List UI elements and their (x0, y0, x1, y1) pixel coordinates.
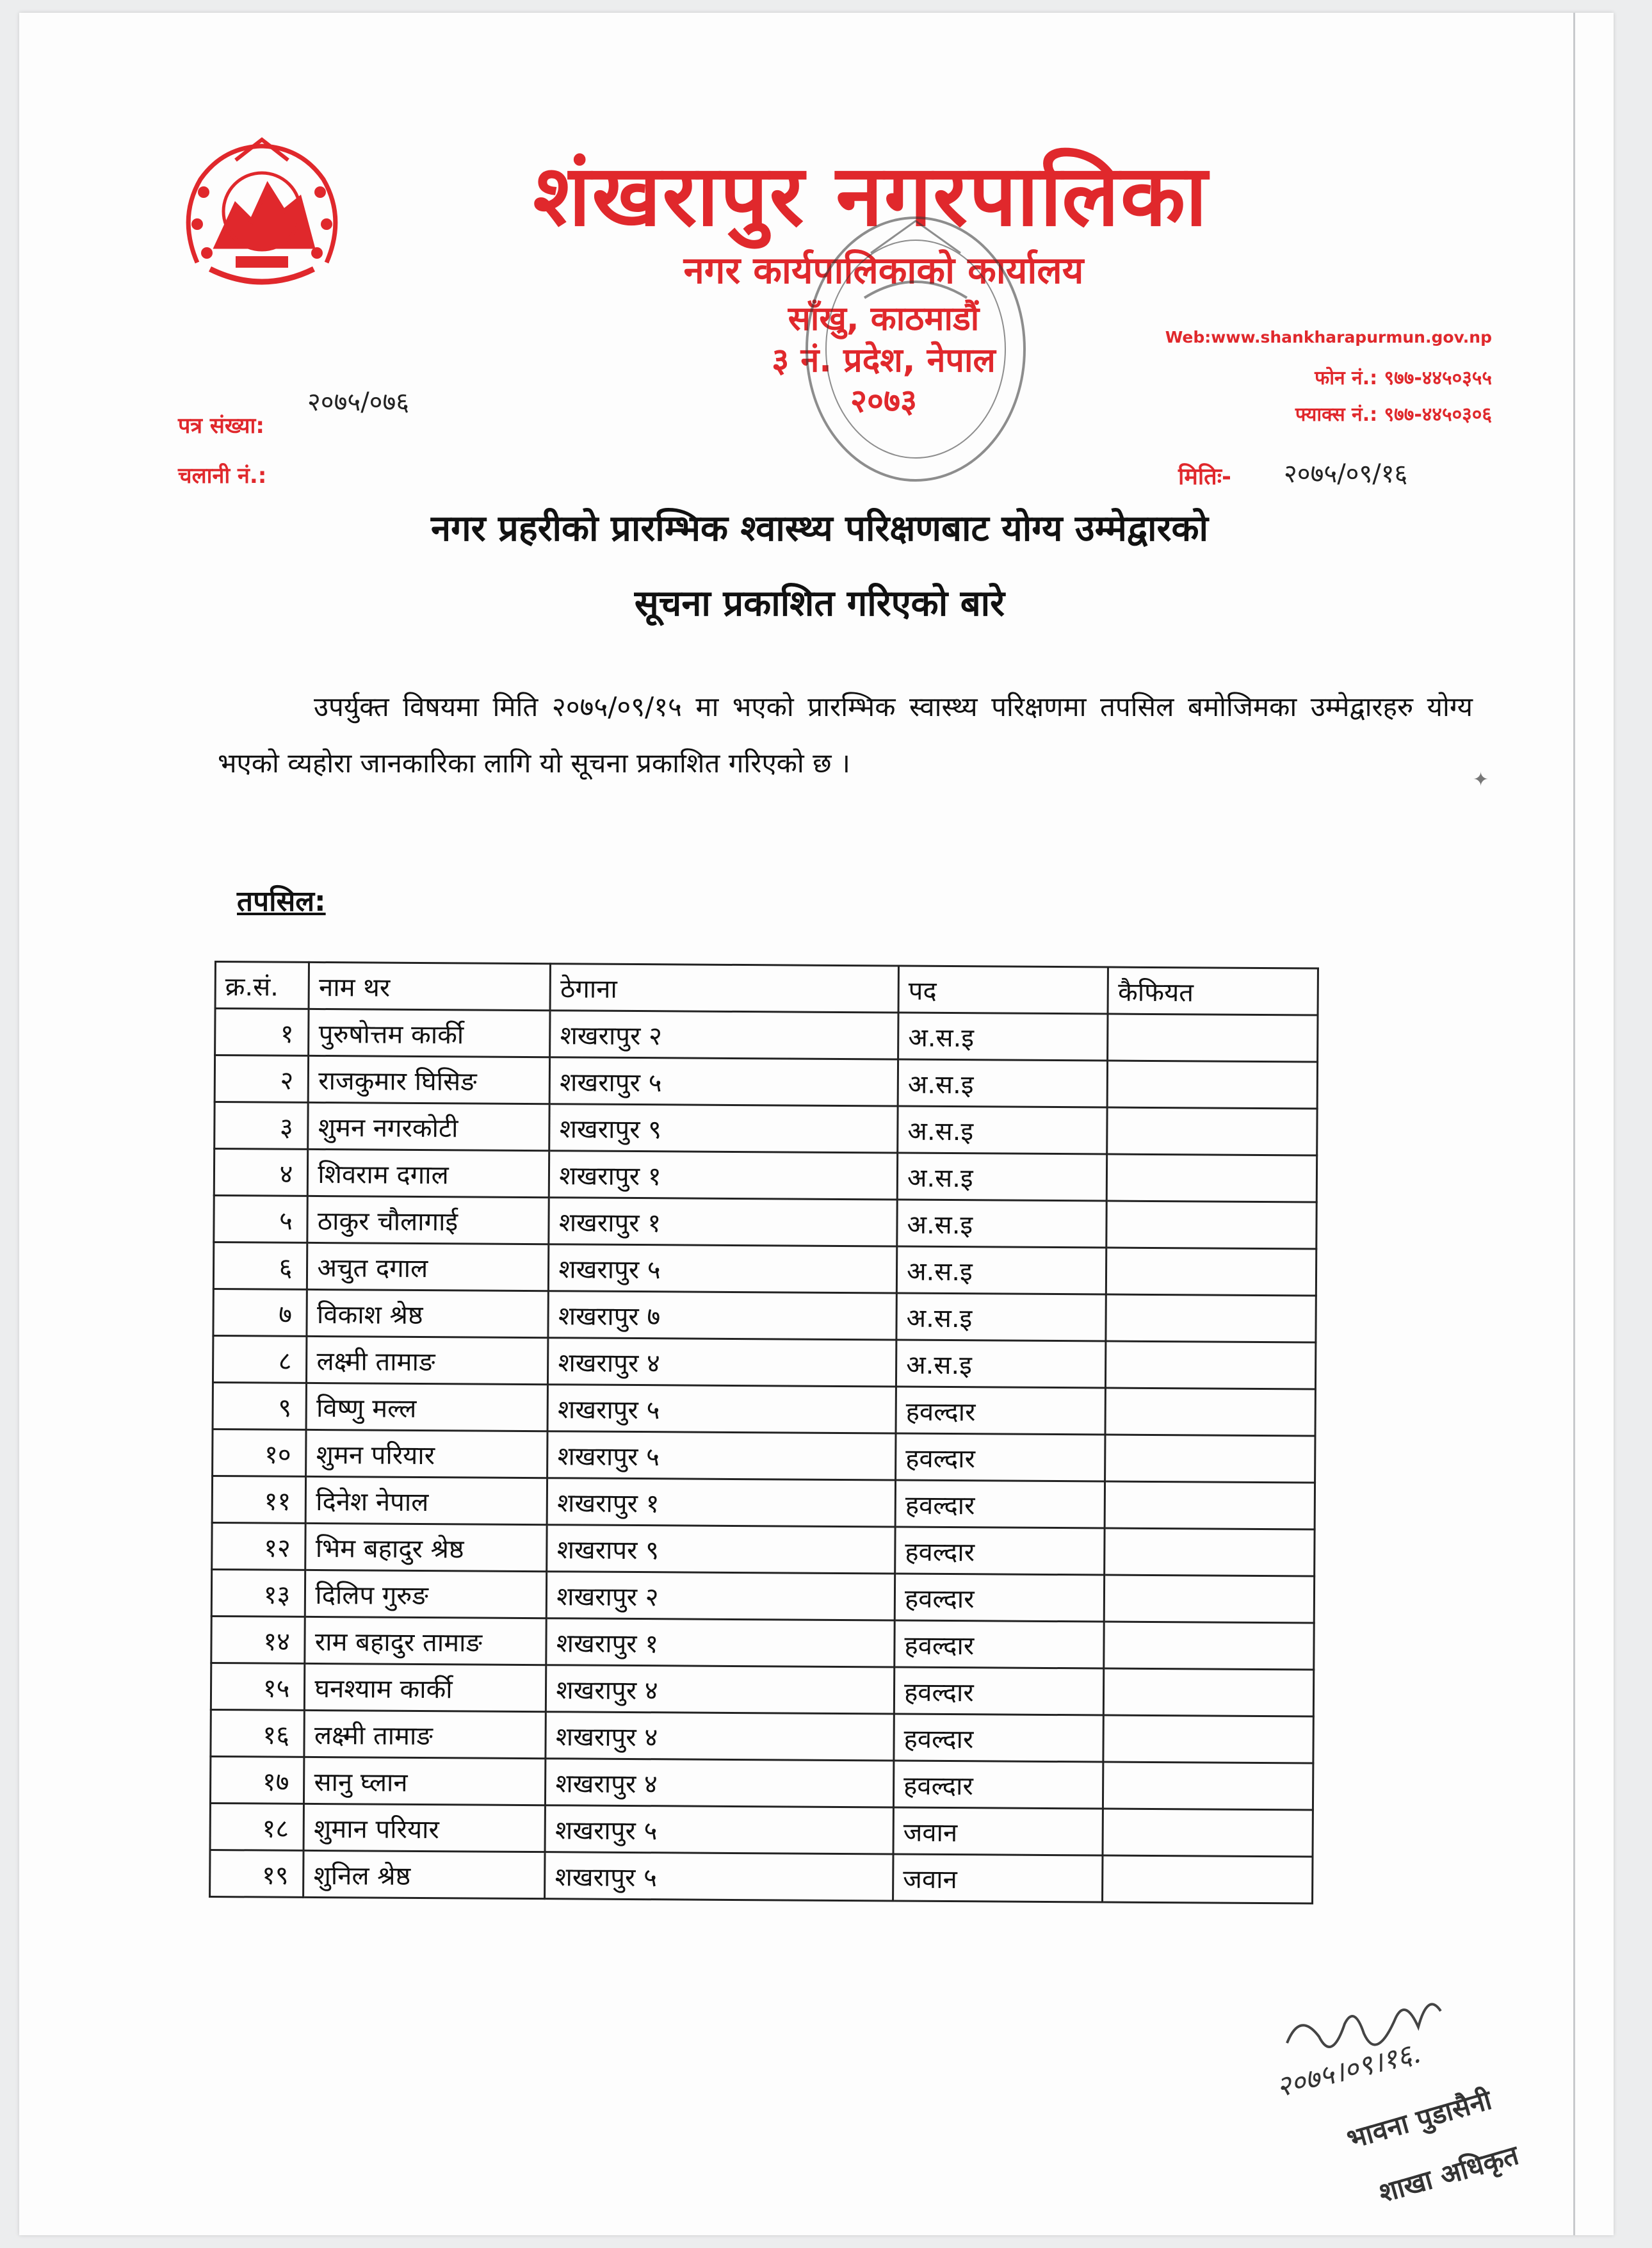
cell-post: हवल्दार (895, 1574, 1105, 1622)
table-row (213, 1242, 1316, 1296)
website-text: Web:www.shankharapurmun.gov.np (1165, 328, 1492, 346)
cell-post: अ.स.इ (898, 1106, 1108, 1154)
cell-serial: ५ (214, 1196, 308, 1243)
cell-serial: १८ (210, 1803, 304, 1850)
table-row (215, 1055, 1317, 1109)
cell-name: शुमन नगरकोटी (308, 1102, 549, 1150)
cell-remarks (1105, 1575, 1315, 1623)
table-row (213, 1335, 1315, 1389)
cell-remarks (1104, 1668, 1314, 1716)
cell-post: हवल्दार (895, 1620, 1105, 1668)
table-row (214, 1196, 1316, 1250)
cell-remarks (1103, 1715, 1313, 1763)
cell-name: लक्ष्मी तामाङ (307, 1336, 548, 1384)
cell-remarks (1104, 1622, 1314, 1670)
document-page (19, 13, 1614, 2235)
table-row (211, 1616, 1314, 1670)
office-year: २०७३ (850, 382, 917, 419)
cell-serial: ४ (214, 1149, 308, 1196)
cell-address: शखरापुर ५ (545, 1852, 893, 1901)
cell-name: राम बहादुर तामाङ (305, 1617, 546, 1665)
cell-post: हवल्दार (893, 1761, 1103, 1809)
ink-smudge: ✦ (1473, 769, 1489, 791)
cell-serial: १६ (211, 1709, 305, 1757)
cell-post: अ.स.इ (896, 1246, 1106, 1294)
cell-post: हवल्दार (896, 1433, 1106, 1481)
cell-remarks (1105, 1481, 1315, 1529)
cell-remarks (1105, 1435, 1315, 1483)
cell-post: अ.स.इ (897, 1153, 1107, 1201)
cell-name: भिम बहादुर श्रेष्ठ (305, 1523, 547, 1571)
fax-text: फ्याक्स नं.: ९७७-४४५०३०६ (1295, 403, 1492, 426)
cell-serial: १४ (211, 1616, 305, 1663)
details-heading: तपसिल: (237, 885, 326, 918)
cell-remarks (1103, 1855, 1313, 1903)
cell-serial: ८ (213, 1335, 307, 1383)
office-name: नगर कार्यपालिकाको कार्यालय (683, 248, 1084, 292)
table-row (214, 1149, 1316, 1203)
cell-post: हवल्दार (896, 1387, 1106, 1435)
cell-serial: १ (215, 1009, 309, 1056)
cell-address: शखरापुर ४ (546, 1759, 894, 1807)
cell-name: विकाश श्रेष्ठ (307, 1289, 548, 1337)
cell-remarks (1107, 1107, 1317, 1155)
cell-name: विष्णु मल्ल (306, 1383, 547, 1431)
office-location: साँखु, काठमाडौं (788, 300, 980, 338)
table-row (215, 1102, 1317, 1156)
cell-post: जवान (893, 1807, 1103, 1855)
cell-serial: ३ (215, 1102, 309, 1150)
cell-address: शखरापुर ४ (546, 1665, 895, 1714)
municipality-title: शंखरापुर नगरपालिका (533, 147, 1209, 245)
cell-serial: १५ (211, 1663, 305, 1710)
nepal-emblem-logo (172, 134, 352, 302)
cell-remarks (1105, 1388, 1315, 1436)
column-header-address: ठेगाना (550, 964, 898, 1013)
cell-name: घनश्याम कार्की (305, 1663, 546, 1711)
cell-address: शखरापुर ५ (549, 1244, 897, 1293)
cell-post: अ.स.इ (896, 1340, 1106, 1388)
table-row (211, 1569, 1314, 1623)
cell-name: पुरुषोत्तम कार्की (309, 1009, 550, 1057)
table-body (210, 1009, 1318, 1903)
cell-remarks (1108, 1061, 1318, 1109)
candidate-table (209, 961, 1319, 1905)
subject-line-1: नगर प्रहरीको प्रारम्भिक श्वास्थ्य परिक्षणबाट योग्य उम्मेद्वारको (431, 508, 1208, 550)
cell-address: शखरापुर १ (549, 1151, 898, 1200)
cell-name: लक्ष्मी तामाङ (304, 1710, 546, 1758)
table-row (213, 1382, 1315, 1436)
signature-date: २०७५।०९।१६. (1272, 2036, 1424, 2105)
cell-remarks (1105, 1528, 1315, 1576)
date-value: २०७५/०९/१६ (1284, 459, 1408, 489)
cell-address: शखरापुर ७ (548, 1291, 896, 1340)
cell-address: शखरापुर ४ (548, 1338, 896, 1387)
cell-post: अ.स.इ (898, 1013, 1108, 1061)
table-row (211, 1709, 1313, 1763)
cell-post: अ.स.इ (896, 1293, 1106, 1341)
cell-serial: १७ (210, 1756, 304, 1804)
table-row (212, 1476, 1315, 1529)
signatory-name: भावना पुडासैनी (1343, 2083, 1495, 2156)
cell-serial: २ (215, 1055, 309, 1103)
phone-text: फोन नं.: ९७७-४४५०३५५ (1315, 367, 1492, 389)
cell-serial: ९ (213, 1382, 307, 1429)
cell-remarks (1103, 1809, 1313, 1857)
cell-address: शखरापुर ५ (550, 1057, 898, 1106)
cell-remarks (1108, 1014, 1318, 1062)
cell-post: हवल्दार (895, 1527, 1105, 1575)
cell-address: शखरापुर १ (547, 1478, 896, 1527)
cell-post: अ.स.इ (898, 1059, 1108, 1107)
cell-name: सानु घ्लान (304, 1757, 546, 1805)
table-row (210, 1803, 1313, 1857)
date-label: मितिः- (1178, 464, 1231, 490)
cell-remarks (1106, 1294, 1316, 1342)
table-row (213, 1289, 1316, 1342)
cell-serial: ११ (212, 1476, 306, 1523)
cell-serial: ६ (213, 1242, 307, 1290)
cell-post: हवल्दार (894, 1667, 1104, 1715)
table-header-row (215, 962, 1318, 1016)
cell-serial: १९ (210, 1850, 304, 1897)
letter-number-label: पत्र संख्या: (178, 413, 264, 439)
cell-address: शखरापुर २ (547, 1572, 895, 1620)
table-row (215, 1009, 1318, 1063)
cell-address: शखरापुर ५ (547, 1431, 896, 1480)
cell-address: शखरापुर ९ (549, 1104, 898, 1153)
notice-body-text: उपर्युक्त विषयमा मिति २०७५/०९/१५ मा भएको प्रारम्भिक स्वास्थ्य परिक्षणमा तपसिल बमोजिमका उम्मेद्वारहरु योग्य भएको व्यहोरा जानकारिका लागि यो सूचना प्रकाशित गरिएको छ । (218, 691, 1473, 779)
table-row (213, 1429, 1315, 1483)
cell-name: दिनेश नेपाल (306, 1476, 547, 1524)
subject-line-2: सूचना प्रकाशित गरिएको बारे (634, 583, 1005, 624)
table-row (210, 1756, 1313, 1810)
cell-address: शखरापुर ५ (547, 1385, 896, 1433)
cell-post: हवल्दार (895, 1480, 1105, 1528)
cell-name: दिलिप गुरुङ (305, 1570, 547, 1618)
cell-name: राजकुमार घिसिङ (309, 1055, 550, 1104)
dispatch-number-label: चलानी नं.: (178, 463, 267, 489)
office-stamp (794, 202, 1037, 496)
office-province: ३ नं. प्रदेश, नेपाल (772, 341, 996, 380)
cell-remarks (1106, 1248, 1316, 1296)
cell-address: शखरापुर १ (549, 1198, 897, 1246)
cell-address: शखरापर ९ (547, 1525, 895, 1574)
cell-name: अचुत दगाल (307, 1242, 549, 1291)
cell-name: ठाकुर चौलागाई (307, 1196, 549, 1244)
cell-remarks (1106, 1341, 1316, 1389)
cell-name: शुमान परियार (304, 1804, 545, 1852)
table-row (212, 1522, 1315, 1576)
cell-post: हवल्दार (894, 1714, 1104, 1762)
column-header-name: नाम थर (309, 962, 550, 1010)
cell-serial: १० (213, 1429, 307, 1476)
letter-number-value: २०७५/०७६ (307, 387, 410, 417)
cell-name: शुनिल श्रेष्ठ (304, 1850, 545, 1898)
cell-remarks (1106, 1201, 1316, 1249)
column-header-serial: क्र.सं. (215, 962, 309, 1009)
cell-address: शखरापुर १ (546, 1618, 895, 1667)
cell-address: शखरापुर ५ (545, 1805, 893, 1854)
cell-remarks (1103, 1762, 1313, 1810)
cell-post: जवान (893, 1854, 1103, 1902)
column-header-remarks: कैफियत (1108, 967, 1318, 1015)
column-header-post: पद (898, 966, 1108, 1014)
table-row (210, 1850, 1313, 1903)
cell-address: शखरापुर २ (550, 1011, 898, 1059)
cell-remarks (1107, 1154, 1317, 1202)
cell-post: अ.स.इ (897, 1200, 1107, 1248)
cell-serial: ७ (213, 1289, 307, 1336)
page-edge-line (1573, 13, 1575, 2235)
signatory-post: शाखा अधिकृत (1375, 2138, 1522, 2209)
cell-serial: १३ (211, 1569, 305, 1617)
table-row (211, 1663, 1313, 1716)
cell-name: शिवराम दगाल (308, 1149, 549, 1197)
cell-name: शुमन परियार (306, 1429, 547, 1478)
cell-serial: १२ (212, 1522, 306, 1570)
cell-address: शखरापुर ४ (546, 1712, 894, 1761)
